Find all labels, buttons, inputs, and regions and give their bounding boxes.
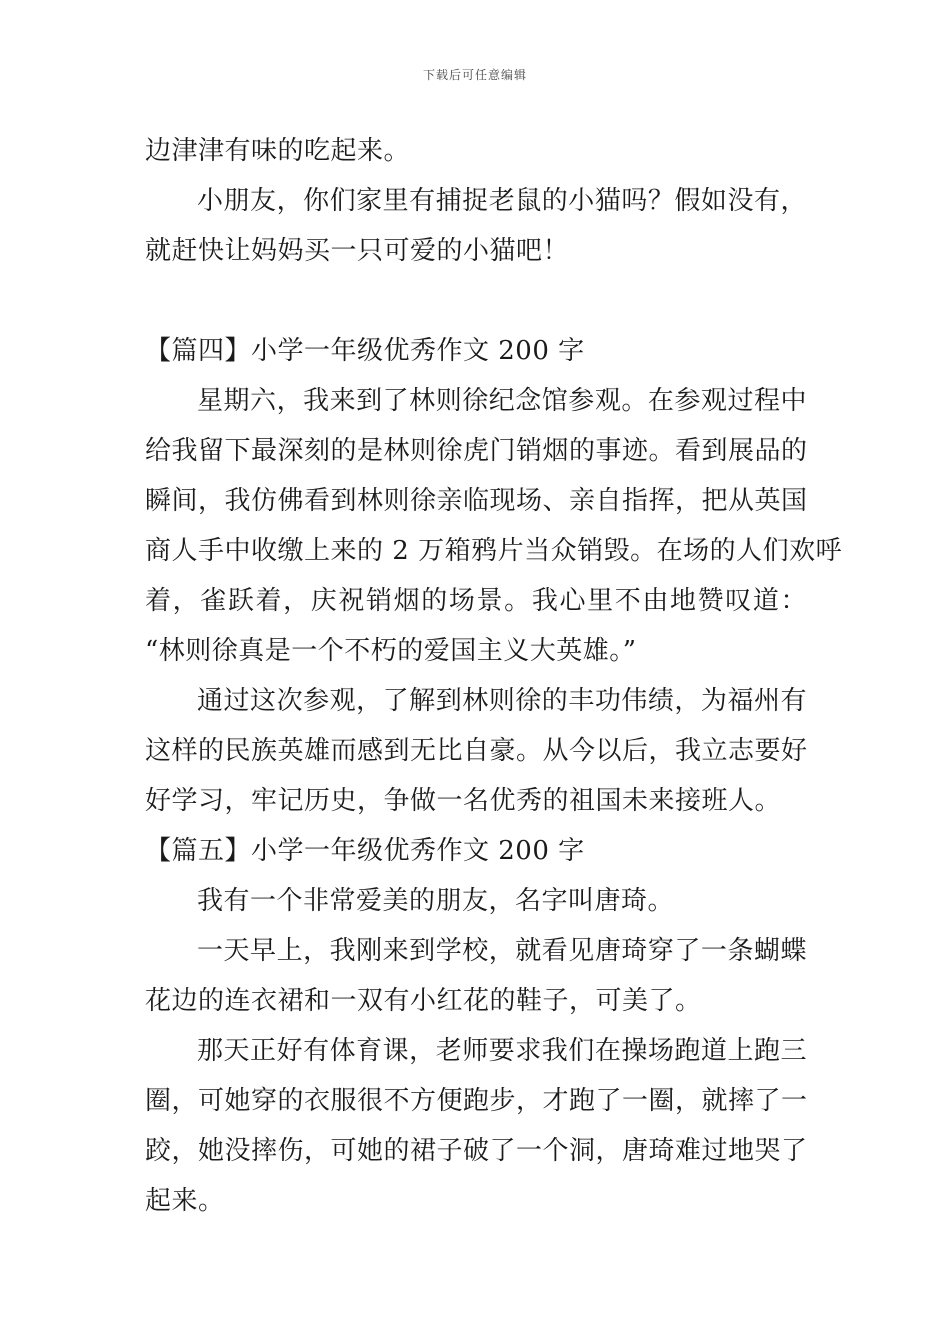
text-line: 这样的民族英雄而感到无比自豪。从今以后，我立志要好: [145, 736, 808, 766]
document-body: [145, 126, 843, 1226]
section-heading: 【篇四】小学一年级优秀作文 200 字: [145, 336, 585, 366]
text-line: 商人手中收缴上来的 2 万箱鸦片当众销毁。在场的人们欢呼: [145, 536, 843, 566]
text-line: 边津津有味的吃起来。: [145, 136, 411, 166]
blank-line: [145, 276, 807, 326]
text-line: 跤，她没摔伤，可她的裙子破了一个洞，唐琦难过地哭了: [145, 1136, 808, 1166]
text-line: 好学习，牢记历史，争做一名优秀的祖国未来接班人。: [145, 786, 782, 816]
text-line: 花边的连衣裙和一双有小红花的鞋子，可美了。: [145, 986, 702, 1016]
text-line: 瞬间，我仿佛看到林则徐亲临现场、亲自指挥，把从英国: [145, 486, 808, 516]
text-line: 通过这次参观，了解到林则徐的丰功伟绩，为福州有: [197, 686, 807, 716]
text-line: 那天正好有体育课，老师要求我们在操场跑道上跑三: [197, 1036, 807, 1066]
text-line: 就赶快让妈妈买一只可爱的小猫吧！: [145, 236, 570, 266]
text-line: 星期六，我来到了林则徐纪念馆参观。在参观过程中: [197, 386, 807, 416]
section-heading: 【篇五】小学一年级优秀作文 200 字: [145, 836, 585, 866]
page-header-note: 下载后可任意编辑: [422, 68, 527, 82]
text-line: 起来。: [145, 1186, 225, 1216]
text-line: 小朋友，你们家里有捕捉老鼠的小猫吗？假如没有，: [197, 186, 807, 216]
text-line: 着，雀跃着，庆祝销烟的场景。我心里不由地赞叹道：: [145, 586, 807, 616]
text-line: “林则徐真是一个不朽的爱国主义大英雄。”: [145, 636, 637, 666]
text-line: 给我留下最深刻的是林则徐虎门销烟的事迹。看到展品的: [145, 436, 808, 466]
text-line: 圈，可她穿的衣服很不方便跑步，才跑了一圈，就摔了一: [145, 1086, 808, 1116]
text-line: 我有一个非常爱美的朋友，名字叫唐琦。: [197, 886, 675, 916]
text-line: 一天早上，我刚来到学校，就看见唐琦穿了一条蝴蝶: [197, 936, 807, 966]
